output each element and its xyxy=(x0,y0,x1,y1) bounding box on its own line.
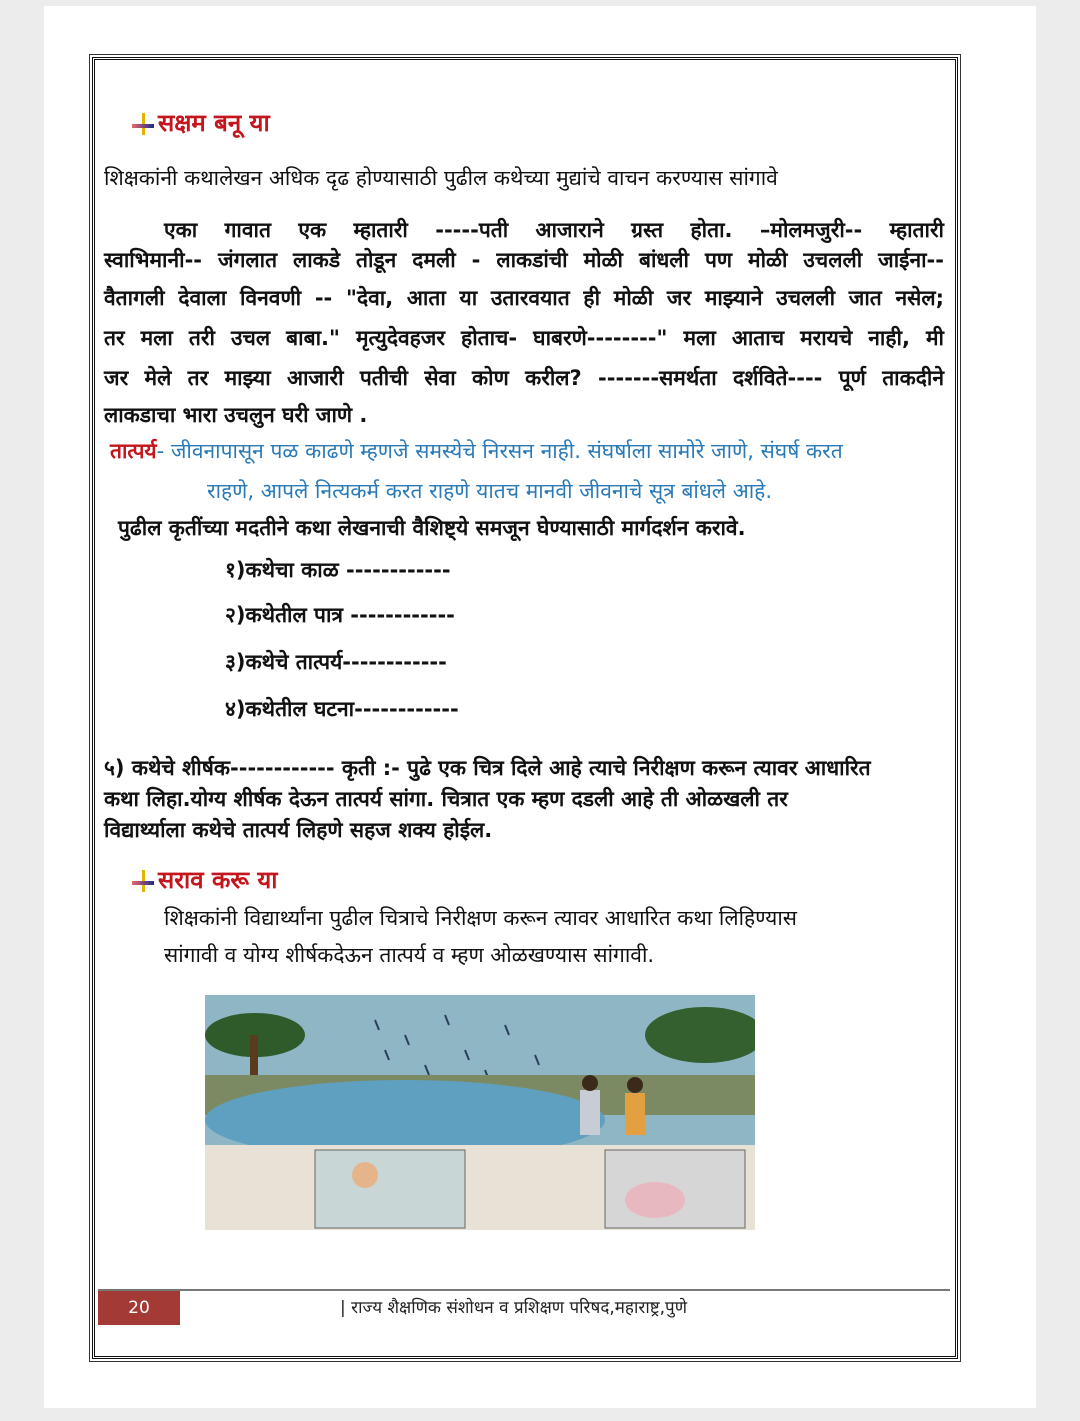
bullet-star-icon xyxy=(132,870,154,892)
point-4: ४)कथेतील घटना------------ xyxy=(225,697,459,721)
story-line-3: वैतागली देवाला विनवणी -- "देवा, आता या उतारवयात ही मोळी जर माझ्याने उचलली जात नसेल; xyxy=(104,286,944,310)
panel-girl-studying xyxy=(315,1150,465,1228)
girl-face xyxy=(352,1162,378,1188)
point-2: २)कथेतील पात्र ------------ xyxy=(225,603,455,627)
story-line-4: तर मला तरी उचल बाबा." मृत्युदेवहजर होताच- घाबरणे--------" मला आताच मरायचे नाही, मी xyxy=(104,326,944,350)
heading-text: सक्षम बनू या xyxy=(158,109,270,137)
heading-text: सराव करू या xyxy=(158,866,278,894)
activity-line-1: ५) कथेचे शीर्षक------------ कृती :- पुढे एक चित्र दिले आहे त्याचे निरीक्षण करून त्यावर आधारित xyxy=(104,756,871,780)
story-line-1: एका गावात एक म्हातारी -----पती आजाराने ग्रस्त होता. –मोलमजुरी-- म्हातारी xyxy=(164,218,944,242)
girl-head xyxy=(627,1077,643,1093)
page-number: 20 xyxy=(98,1291,180,1325)
practice-line-1: शिक्षकांनी विद्यार्थ्यांना पुढील चित्राचे निरीक्षण करून त्यावर आधारित कथा लिहिण्यास xyxy=(164,906,797,930)
practice-line-2: सांगावी व योग्य शीर्षकदेऊन तात्पर्य व म्हण ओळखण्यास सांगावी. xyxy=(164,943,655,967)
moral-line-1 xyxy=(110,436,843,466)
section-heading-saksham xyxy=(132,108,270,138)
bullet-star-icon xyxy=(132,113,154,135)
teacher-instruction: शिक्षकांनी कथालेखन अधिक दृढ होण्यासाठी पुढील कथेच्या मुद्यांचे वाचन करण्यास सांगावे xyxy=(104,166,778,190)
story-line-5: जर मेले तर माझ्या आजारी पतीची सेवा कोण करील? -------समर्थता दर्शविते---- पूर्ण ताकदीने xyxy=(104,366,944,390)
guidance-text: पुढील कृतींच्या मदतीने कथा लेखनाची वैशिष्ट्ये समजून घेण्यासाठी मार्गदर्शन करावे. xyxy=(118,516,746,540)
moral-label: तात्पर्य xyxy=(110,439,157,463)
story-line-6: लाकडाचा भारा उचलुन घरी जाणे . xyxy=(104,403,368,427)
activity-line-3: विद्यार्थ्याला कथेचे तात्पर्य लिहणे सहज शक्य होईल. xyxy=(104,818,493,842)
piggy-bank xyxy=(625,1182,685,1218)
girl-figure xyxy=(625,1093,645,1135)
activity-line-2: कथा लिहा.योग्य शीर्षक देऊन तात्पर्य सांगा. चित्रात एक म्हण दडली आहे ती ओळखली तर xyxy=(104,787,788,811)
point-3: ३)कथेचे तात्पर्य------------ xyxy=(225,650,447,674)
section-heading-sarav xyxy=(132,865,278,895)
boy-head xyxy=(582,1075,598,1091)
story-illustration xyxy=(205,995,755,1230)
illustration-svg xyxy=(205,995,755,1230)
moral-text-1: - जीवनापासून पळ काढणे म्हणजे समस्येचे निरसन नाही. संघर्षाला सामोरे जाणे, संघर्ष करत xyxy=(156,439,843,463)
footer-publisher: | राज्य शैक्षणिक संशोधन व प्रशिक्षण परिषद,महाराष्ट्र,पुणे xyxy=(340,1298,688,1318)
point-1: १)कथेचा काळ ------------ xyxy=(225,558,451,582)
footer-divider xyxy=(98,1289,950,1291)
story-line-2: स्वाभिमानी-- जंगलात लाकडे तोडून दमली - लाकडांची मोळी बांधली पण मोळी उचलली जाईना-- xyxy=(104,248,944,272)
boy-figure xyxy=(580,1090,600,1135)
moral-line-2: राहणे, आपले नित्यकर्म करत राहणे यातच मानवी जीवनाचे सूत्र बांधले आहे. xyxy=(207,479,772,503)
